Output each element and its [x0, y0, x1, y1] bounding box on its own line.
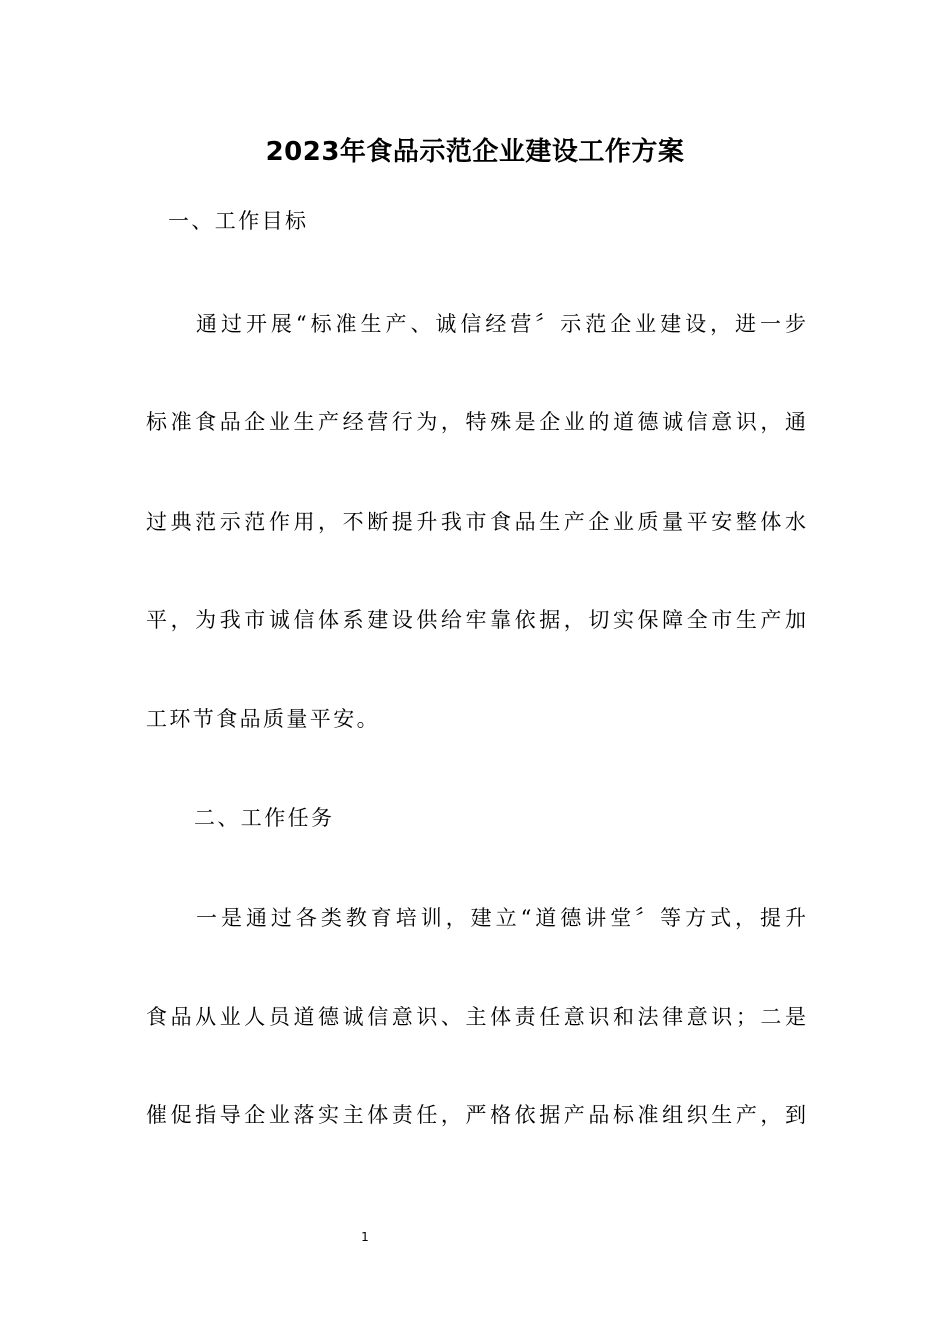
paragraph-line: 过典范示范作用，不断提升我市食品生产企业质量平安整体水 [146, 510, 806, 534]
section-heading-goals: 一、工作目标 [168, 209, 309, 233]
paragraph-line: 食品从业人员道德诚信意识、主体责任意识和法律意识；二是 [146, 1005, 806, 1029]
paragraph-line: 平，为我市诚信体系建设供给牢靠依据，切实保障全市生产加 [146, 608, 806, 632]
paragraph-line: 标准食品企业生产经营行为，特殊是企业的道德诚信意识，通 [146, 410, 806, 434]
section-heading-tasks: 二、工作任务 [194, 806, 335, 830]
page-number: 1 [361, 1230, 369, 1244]
paragraph-line: 工环节食品质量平安。 [146, 707, 380, 731]
paragraph-line: 通过开展“标准生产、诚信经营〞示范企业建设，进一步 [196, 312, 806, 336]
document-title: 2023年食品示范企业建设工作方案 [265, 137, 685, 167]
paragraph-line: 一是通过各类教育培训，建立“道德讲堂〞等方式，提升 [196, 906, 806, 930]
paragraph-line: 催促指导企业落实主体责任，严格依据产品标准组织生产，到 [146, 1103, 806, 1127]
